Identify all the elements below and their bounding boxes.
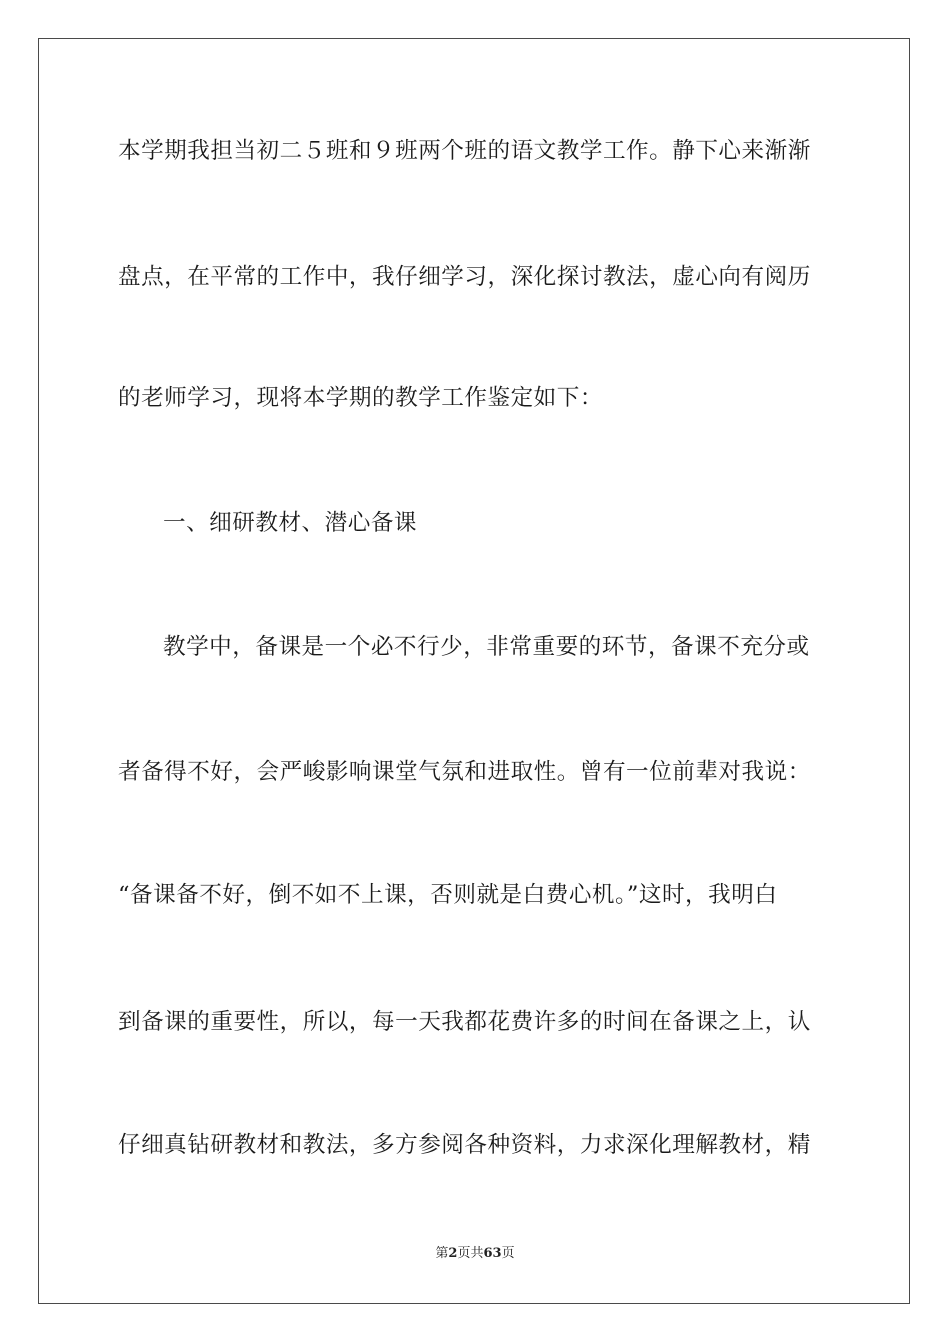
text-line-9: 仔细真钻研教材和教法，多方参阅各种资料，力求深化理解教材，精 xyxy=(118,1132,811,1158)
current-page-number: 2 xyxy=(448,1246,458,1261)
text-line-2: 盘点，在平常的工作中，我仔细学习，深化探讨教法，虚心向有阅历 xyxy=(118,264,811,290)
section-heading: 一、细研教材、潜心备课 xyxy=(163,510,418,536)
text-line-8: 到备课的重要性，所以，每一天我都花费许多的时间在备课之上，认 xyxy=(118,1009,811,1035)
text-line-5: 教学中，备课是一个必不行少，非常重要的环节，备课不充分或 xyxy=(163,634,810,660)
page-label-prefix: 第 xyxy=(435,1246,449,1261)
total-label-prefix: 共 xyxy=(470,1246,484,1261)
text-line-3: 的老师学习，现将本学期的教学工作鉴定如下： xyxy=(118,385,603,411)
page-border xyxy=(38,38,910,1304)
text-line-6: 者备得不好，会严峻影响课堂气氛和进取性。曾有一位前辈对我说： xyxy=(118,759,811,785)
total-pages-number: 63 xyxy=(483,1246,502,1261)
total-label-suffix: 页 xyxy=(501,1246,515,1261)
page-label-suffix: 页 xyxy=(457,1246,471,1261)
text-line-1: 本学期我担当初二５班和９班两个班的语文教学工作。静下心来渐渐 xyxy=(118,138,811,164)
page-footer xyxy=(0,1245,950,1263)
text-line-7: “备课备不好，倒不如不上课，否则就是白费心机。”这时，我明白 xyxy=(118,882,778,908)
